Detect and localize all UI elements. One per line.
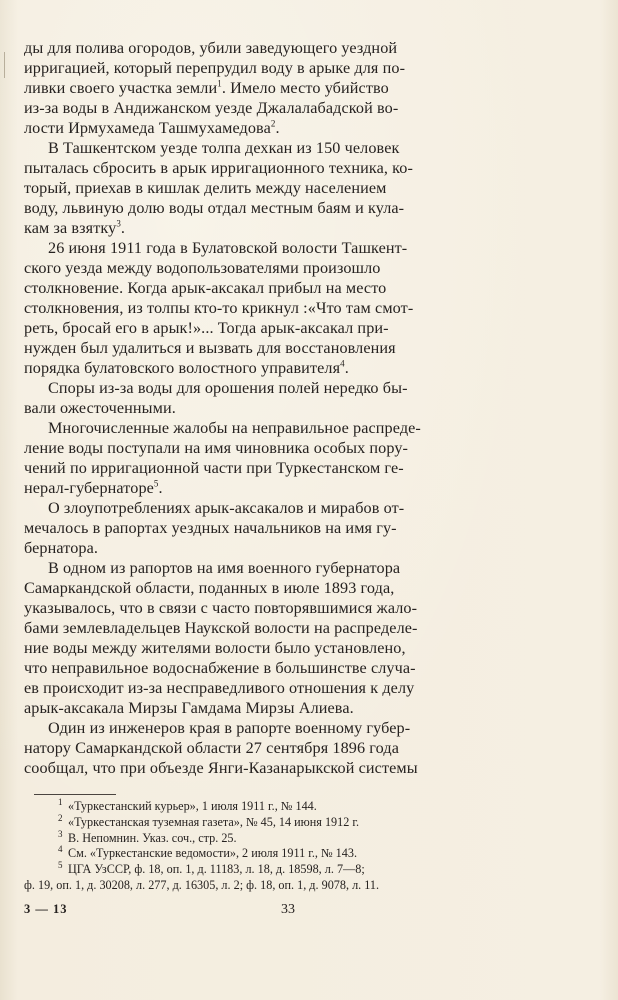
paragraph-2: [24, 138, 596, 238]
line: В одном из рапортов на имя военного губернатора: [48, 559, 401, 577]
footnote-5: 5 ЦГА УзССР, ф. 18, оп. 1, д. 11183, л. 18, д. 18598, л. 7—8;: [58, 860, 365, 877]
paragraph-4: [24, 378, 596, 418]
line: арык-аксакала Мирзы Гамдама Мирзы Алиева.: [24, 699, 354, 717]
footnote-text: «Туркестанский курьер», 1 июля 1911 г., № 144.: [68, 799, 317, 813]
footnote-3: 3 В. Непомнин. Указ. соч., стр. 25.: [58, 828, 237, 845]
line: Самаркандской области, поданных в июле 1893 года,: [24, 579, 395, 597]
paragraph-7: [24, 558, 596, 718]
margin-mark: [4, 52, 8, 78]
line: Споры из-за воды для орошения полей нередко бы-: [48, 379, 408, 397]
line: столкновения, из толпы кто-то крикнул :«Что там смот-: [24, 299, 414, 317]
line: кам за взятку: [24, 219, 117, 237]
footnote-divider: [34, 794, 116, 795]
line: ние воды между жителями волости было установлено,: [24, 639, 406, 657]
line: мечалось в рапортах уездных начальников на имя гу-: [24, 519, 397, 537]
page-number: 33: [281, 902, 295, 917]
line: ливки своего участка земли: [24, 79, 218, 97]
paragraph-6: [24, 498, 596, 558]
footnote-1: 1 «Туркестанский курьер», 1 июля 1911 г., № 144.: [58, 796, 317, 813]
line: порядка булатовского волостного управителя: [24, 359, 341, 377]
line: столкновение. Когда арык-аксакал прибыл на место: [24, 279, 387, 297]
line: вали ожесточенными.: [24, 399, 176, 417]
line: нужден был удалиться и вызвать для восстановления: [24, 339, 396, 357]
line: из-за воды в Андижанском уезде Джалалабадской во-: [24, 99, 399, 117]
line: .: [344, 359, 349, 377]
line: .: [158, 479, 163, 497]
line: натору Самаркандской области 27 сентября 1896 года: [24, 739, 399, 757]
line: нерал-губернаторе: [24, 479, 154, 497]
line: .: [275, 119, 280, 137]
line: ды для полива огородов, убили заведующего уездной: [24, 39, 398, 57]
line: пыталась сбросить в арык ирригационного техника, ко-: [24, 159, 413, 177]
line: лости Ирмухамеда Ташмухамедова: [24, 119, 271, 137]
line: ев происходит из-за несправедливого отношения к делу: [24, 679, 415, 697]
line: .: [120, 219, 126, 237]
line: указывалось, что в связи с часто повторявшимися жало-: [24, 599, 418, 617]
line: чений по ирригационной части при Туркестанском ге-: [24, 459, 404, 477]
line: О злоупотреблениях арык-аксакалов и мирабов от-: [48, 499, 405, 517]
line: что неправильное водоснабжение в большинстве случа-: [24, 659, 416, 677]
line: Один из инженеров края в рапорте военному губер-: [48, 719, 411, 737]
line: торый, приехав в кишлак делить между населением: [24, 179, 387, 197]
paragraph-5: [24, 418, 596, 498]
paragraph-1: [24, 38, 596, 138]
line: ление воды поступали на имя чиновника особых пору-: [24, 439, 409, 457]
line: сообщал, что при объезде Янги-Казанарыкской системы: [24, 759, 418, 777]
footnote-text: В. Непомнин. Указ. соч., стр. 25.: [68, 830, 237, 845]
line: . Имело место убийство: [221, 79, 389, 97]
footnote-4: 4 См. «Туркестанские ведомости», 2 июля 1911 г., № 143.: [58, 844, 357, 861]
footnote-5-continued: [24, 878, 596, 894]
line: бами землевладельцев Наукской волости на распределе-: [24, 619, 418, 637]
footnote-ref: 4: [340, 358, 345, 369]
line: Многочисленные жалобы на неправильное распреде-: [48, 419, 421, 437]
main-text: [24, 38, 596, 778]
footnote-2: 2 «Туркестанская туземная газета», № 45, 14 июня 1912 г.: [58, 812, 360, 829]
footnote-ref: 2: [270, 118, 276, 129]
line: В Ташкентском уезде толпа дехкан из 150 человек: [48, 139, 400, 157]
footnote-text: ЦГА УзССР, ф. 18, оп. 1, д. 11183, л. 18, д. 18598, л. 7—8;: [68, 862, 365, 877]
paragraph-8: [24, 718, 596, 778]
footnote-ref: 5: [153, 478, 159, 489]
footnote-ref: 1: [217, 78, 222, 89]
paragraph-3: [24, 238, 596, 378]
line: реть, бросай его в арык!»... Тогда арык-аксакал при-: [24, 319, 389, 337]
footnotes: [24, 796, 596, 894]
line: 26 июня 1911 года в Булатовской волости Ташкент-: [48, 239, 408, 257]
footnote-text: «Туркестанская туземная газета», № 45, 14 июня 1912 г.: [68, 814, 360, 829]
line: бернатора.: [24, 539, 99, 557]
footnote-text: См. «Туркестанские ведомости», 2 июля 1911 г., № 143.: [68, 846, 357, 861]
footnote-text: ф. 19, оп. 1, д. 30208, л. 277, д. 16305, л. 2; ф. 18, оп. 1, д. 9078, л. 11.: [24, 877, 380, 892]
line: ского уезда между водопользователями произошло: [24, 259, 381, 277]
line: ирригацией, который перепрудил воду в арыке для по-: [24, 59, 406, 77]
line: воду, львиную долю воды отдал местным баям и кула-: [24, 199, 405, 217]
footnote-ref: 3: [116, 218, 121, 229]
printer-signature: 3 — 13: [24, 902, 68, 916]
